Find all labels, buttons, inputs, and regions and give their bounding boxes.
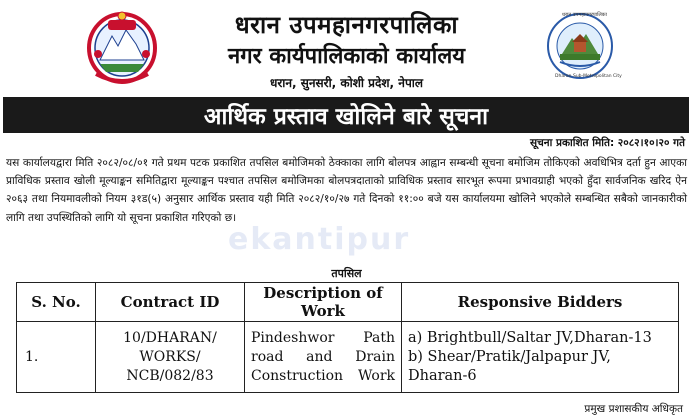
description-line1: Pindeshwor Path: [251, 329, 395, 346]
logo-ring-text-en: Dharan Sub-Metropolitan City: [555, 74, 622, 79]
org-name: धरान उपमहानगरपालिका: [234, 11, 459, 39]
description-line3: Construction Work: [251, 367, 395, 384]
notice-title: आर्थिक प्रस्ताव खोलिने बारे सूचना: [203, 104, 489, 130]
header-description-line1: Description of: [263, 284, 383, 302]
section-label: तपसिल: [331, 267, 362, 280]
header-contract-id: Contract ID: [96, 283, 245, 322]
cell-contract-id: [96, 322, 245, 393]
logo-ring-text: धरान उपमहानगरपालिका: [562, 12, 607, 18]
notice-title-banner: [3, 97, 689, 133]
header-bidders: Responsive Bidders: [402, 283, 679, 322]
table-row: [17, 322, 679, 393]
table-header-row: [17, 283, 679, 322]
office-name: नगर कार्यपालिकाको कार्यालय: [228, 44, 465, 69]
cell-sno: 1.: [17, 322, 96, 393]
contract-id-line2: WORKS/: [139, 348, 201, 365]
header-description: [245, 283, 402, 322]
header-sno: S. No.: [17, 283, 96, 322]
contract-id-line1: 10/DHARAN/: [123, 329, 217, 346]
office-address: धरान, सुनसरी, कोशी प्रदेश, नेपाल: [269, 76, 423, 90]
dharan-city-logo-icon: [546, 12, 614, 80]
cell-bidders: [402, 322, 679, 393]
bidder-b: b) Shear/Pratik/Jalpapur JV, Dharan-6: [408, 348, 611, 384]
description-line2: road and Drain: [251, 348, 395, 365]
signature-title: प्रमुख प्रशासकीय अधिकृत: [584, 403, 683, 415]
header-description-line2: Work: [301, 302, 345, 320]
cell-description: [245, 322, 402, 393]
contract-id-line3: NCB/082/83: [126, 367, 214, 384]
notice-body: यस कार्यालयद्वारा मिति २०८२/०८/०१ गते प्रथम पटक प्रकाशित तपसिल बमोजिमको ठेक्काका लागि बोलपत्र आह्वान सम्बन्धी सूचना बमोजिम तोकिएको अवधिभित्र दर्ता हुन आएका प्राविधिक प्रस्ताव खोली मूल्याङ्कन समितिद्वारा मूल्याङ्कन पश्चात तपसिल बमोजिमका बोलपत्रदाताको प्राविधिक प्रस्ताव सारभूत रूपमा प्रभावग्राही भएको हुँदा सार्वजनिक खरिद ऐन २०६३ तथा नियमावलीको नियम ३१ड(५) अनुसार आर्थिक प्रस्ताव यही मिति २०८२/१०/२७ गते दिनको ११:०० बजे यस कार्यालयमा खोलिने भएकोले सम्बन्धित सबैको जानकारीको लागि तथा उपस्थितिको लागि यो सूचना प्रकाशित गरिएको छ।: [6, 157, 687, 224]
watermark-text: ekantipur: [228, 222, 411, 257]
bidders-table: [16, 282, 679, 393]
published-date: सूचना प्रकाशित मिति: २०८२।१०।२० गते: [530, 137, 685, 149]
bidder-a: a) Brightbull/Saltar JV,Dharan-13: [408, 329, 652, 346]
